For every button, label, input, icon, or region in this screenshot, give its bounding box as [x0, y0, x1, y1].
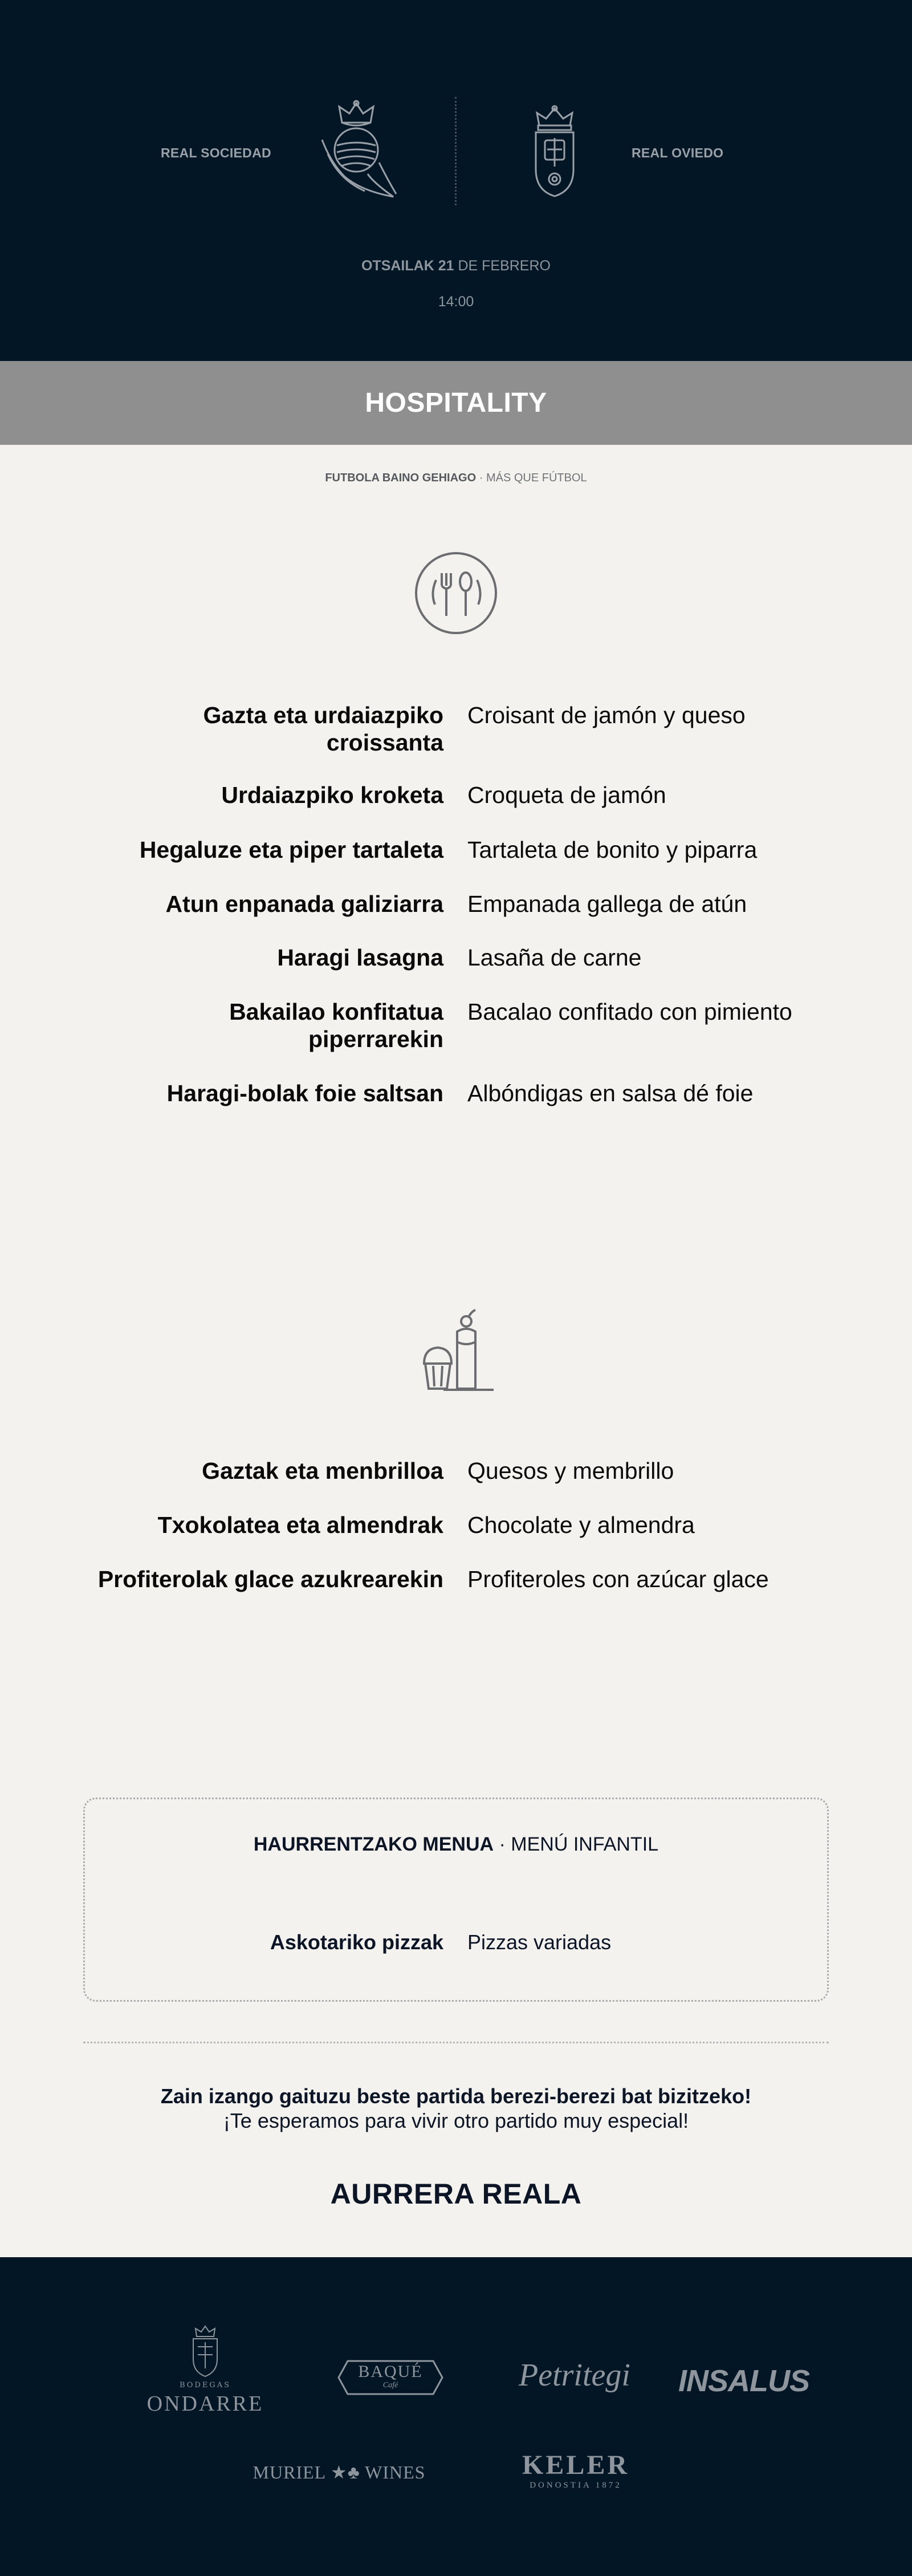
match-date-eu: OTSAILAK 21 [361, 258, 454, 274]
kids-menu-title [0, 1833, 912, 1856]
muriel-wines-logo [251, 2458, 427, 2486]
kids-menu-title-eu: HAURRENTZAKO MENUA [253, 1833, 494, 1855]
muriel-right: WINES [365, 2462, 426, 2482]
kids-menu-box [83, 1798, 829, 2002]
tagline-es: MÁS QUE FÚTBOL [486, 472, 587, 484]
baque-logo [336, 2354, 445, 2401]
dessert-item-es: Chocolate y almendra [467, 1512, 695, 1538]
menu-item-eu: Atun enpanada galiziarra [165, 891, 443, 917]
leaf-icon: ♣ [347, 2462, 360, 2482]
petritegi-logo: Petritegi [519, 2358, 630, 2393]
real-oviedo-crest-icon [529, 104, 580, 198]
dessert-cupcake-icon [421, 1309, 496, 1393]
tagline-separator: · [476, 472, 486, 484]
menu-item-eu: Hegaluze eta piper tartaleta [139, 837, 443, 863]
ondarre-name: ONDARRE [146, 2392, 264, 2416]
insalus-logo: INSALUS [678, 2364, 810, 2398]
section-divider [83, 2042, 829, 2043]
ondarre-crest-icon [185, 2324, 225, 2378]
match-date [0, 258, 912, 274]
match-time: 14:00 [438, 294, 474, 310]
banner-title: HOSPITALITY [365, 388, 547, 418]
closing-line-es: ¡Te esperamos para vivir otro partido muy especial! [223, 2109, 689, 2132]
dessert-item-es: Quesos y membrillo [467, 1458, 674, 1484]
keler-name: KELER [522, 2450, 630, 2480]
kids-item-eu: Askotariko pizzak [270, 1930, 443, 1954]
menu-item-es: Empanada gallega de atún [467, 891, 747, 917]
tagline [0, 472, 912, 485]
hospitality-banner [0, 361, 912, 445]
tagline-eu: FUTBOLA BAINO GEHIAGO [325, 472, 477, 484]
match-date-es: DE FEBRERO [454, 258, 551, 274]
teams-divider [455, 97, 457, 205]
menu-item-es: Croqueta de jamón [467, 782, 666, 808]
menu-item-eu: Gazta eta urdaiazpiko croissanta [203, 702, 443, 756]
menu-item-eu: Urdaiazpiko kroketa [221, 782, 443, 808]
match-header [0, 0, 912, 361]
away-team-name: REAL OVIEDO [632, 145, 724, 160]
ondarre-logo [145, 2324, 265, 2418]
menu-item-es: Bacalao confitado con pimiento [467, 999, 792, 1025]
keler-logo [504, 2449, 647, 2495]
dessert-item-eu: Gaztak eta menbrilloa [202, 1458, 443, 1484]
star-icon: ★ [331, 2462, 348, 2482]
baque-name: BAQUÉ [358, 2362, 423, 2381]
menu-item-es: Croisant de jamón y queso [467, 702, 746, 728]
menu-item-eu: Haragi-bolak foie saltsan [166, 1080, 443, 1106]
dessert-item-es: Profiteroles con azúcar glace [467, 1566, 769, 1592]
baque-sub: Café [382, 2381, 398, 2390]
motto: AURRERA REALA [330, 2178, 582, 2210]
sponsors-footer [0, 2257, 912, 2576]
home-team-name: REAL SOCIEDAD [161, 145, 271, 160]
keler-sub: DONOSTIA 1872 [530, 2481, 622, 2490]
menu-item-eu: Bakailao konfitatua piperrarekin [229, 999, 443, 1052]
kids-item-es: Pizzas variadas [467, 1930, 612, 1954]
dessert-item-eu: Profiterolak glace azukrearekin [97, 1566, 443, 1592]
ondarre-small-text: BODEGAS [179, 2381, 231, 2390]
closing-line-eu: Zain izango gaituzu beste partida berezi-berezi bat bizitzeko! [160, 2084, 752, 2108]
menu-item-es: Albóndigas en salsa dé foie [467, 1080, 754, 1106]
menu-item-es: Lasaña de carne [467, 944, 642, 971]
real-sociedad-crest-icon [311, 100, 402, 202]
menu-item-eu: Haragi lasagna [277, 944, 443, 971]
menu-item-es: Tartaleta de bonito y piparra [467, 837, 758, 863]
dessert-item-eu: Txokolatea eta almendrak [157, 1512, 443, 1538]
cutlery-plate-icon [413, 550, 499, 636]
muriel-left: MURIEL [253, 2462, 326, 2482]
kids-menu-title-es: · MENÚ INFANTIL [494, 1833, 659, 1855]
